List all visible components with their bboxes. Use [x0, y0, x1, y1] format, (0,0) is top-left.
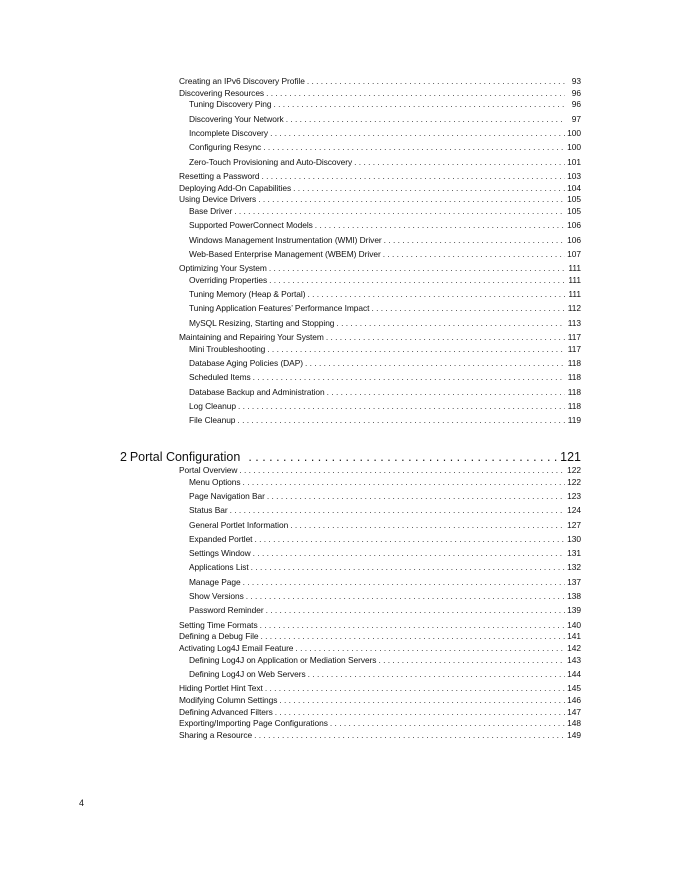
toc-entry-label: Password Reminder [189, 605, 264, 616]
toc-subentry[interactable] [179, 534, 581, 548]
toc-entry-label: Deploying Add-On Capabilities [179, 182, 292, 193]
toc-subentry[interactable] [179, 477, 581, 491]
leader-dots [384, 235, 565, 245]
leader-dots [286, 114, 565, 124]
toc-entry-page: 112 [567, 303, 581, 314]
toc-subentry[interactable] [179, 249, 581, 263]
toc-entry-label: Activating Log4J Email Feature [179, 643, 294, 654]
toc-subentry[interactable] [179, 344, 581, 358]
leader-dots [243, 577, 565, 587]
leader-dots [239, 465, 565, 475]
toc-entry-label: Modifying Column Settings [179, 695, 278, 705]
leader-dots [246, 591, 565, 601]
toc-entry[interactable] [179, 718, 581, 730]
toc-entry[interactable] [179, 643, 581, 655]
toc-entry[interactable] [179, 730, 581, 742]
toc-entry-page: 113 [567, 317, 581, 328]
toc-entry-page: 106 [567, 220, 581, 231]
leader-dots [290, 520, 565, 530]
toc-subentry[interactable] [179, 520, 581, 534]
leader-dots [371, 303, 565, 313]
toc-subentry[interactable] [179, 401, 581, 415]
toc-entry-label: Show Versions [189, 591, 244, 602]
toc-entry-page: 139 [567, 605, 581, 616]
toc-entry-label: Hiding Portlet Hint Text [179, 683, 263, 694]
toc-entry-label: Database Aging Policies (DAP) [189, 357, 303, 368]
toc-subentry[interactable] [179, 655, 581, 669]
toc-entry-page: 119 [567, 415, 581, 426]
toc-entry[interactable] [179, 194, 581, 206]
toc-entry-page: 148 [567, 718, 581, 729]
leader-dots [253, 372, 565, 382]
toc-entry-page: 137 [567, 576, 581, 587]
toc-entry-page: 100 [567, 142, 581, 153]
leader-dots [258, 194, 565, 204]
leader-dots [260, 620, 565, 630]
toc-entry-page: 149 [567, 730, 581, 741]
toc-subentry[interactable] [179, 206, 581, 220]
toc-entry-page: 104 [567, 182, 581, 193]
leader-dots [308, 669, 565, 679]
toc-entry-page: 105 [567, 194, 581, 205]
toc-entry-label: Optimizing Your System [179, 263, 267, 274]
leader-dots [269, 275, 565, 285]
leader-dots [293, 183, 565, 193]
toc-subentry[interactable] [179, 358, 581, 372]
leader-dots [230, 505, 565, 515]
toc-subentry[interactable] [179, 415, 581, 429]
toc-subentry[interactable] [179, 372, 581, 386]
leader-dots [266, 88, 565, 98]
leader-dots [266, 605, 565, 615]
toc-entry-page: 146 [567, 695, 581, 705]
toc-entry-page: 138 [567, 591, 581, 602]
leader-dots [326, 332, 565, 342]
toc-entry-label: Exporting/Importing Page Configurations [179, 718, 328, 729]
leader-dots [273, 99, 565, 109]
toc-entry-page: 145 [567, 683, 581, 694]
toc-entry-page: 96 [571, 87, 581, 98]
toc-entry-page: 124 [567, 505, 581, 516]
toc-entry-page: 101 [567, 156, 581, 167]
toc-entry-label: Database Backup and Administration [189, 386, 325, 397]
toc-entry-label: Creating an IPv6 Discovery Profile [179, 76, 305, 86]
toc-entry-page: 127 [567, 519, 581, 530]
toc-entry-label: Setting Time Formats [179, 619, 258, 630]
toc-entry[interactable] [179, 707, 581, 719]
toc-entry-page: 122 [567, 465, 581, 475]
toc-entry-label: Log Cleanup [189, 400, 236, 411]
toc-entry-page: 147 [567, 706, 581, 717]
toc-entry-label: Page Navigation Bar [189, 490, 265, 501]
leader-dots [295, 643, 565, 653]
toc-entry-label: Tuning Discovery Ping [189, 99, 272, 110]
toc-entry-label: MySQL Resizing, Starting and Stopping [189, 317, 335, 328]
toc-entry-page: 103 [567, 170, 581, 181]
toc-entry-page: 100 [567, 127, 581, 138]
toc-section-top [179, 76, 581, 429]
toc-entry-label: Defining Advanced Filters [179, 706, 273, 717]
toc-entry[interactable] [179, 620, 581, 632]
page-number: 4 [79, 798, 85, 808]
toc-entry-page: 111 [568, 289, 581, 300]
toc-entry-page: 105 [567, 205, 581, 216]
toc-subentry[interactable] [179, 591, 581, 605]
leader-dots [305, 358, 565, 368]
toc-entry-page: 118 [567, 357, 581, 368]
toc-entry-page: 111 [568, 274, 581, 285]
toc-entry-label: Configuring Resync [189, 142, 262, 153]
toc-entry-label: Scheduled Items [189, 372, 251, 383]
leader-dots [263, 142, 565, 152]
toc-entry-page: 96 [571, 99, 581, 110]
leader-dots [269, 263, 565, 273]
toc-subentry[interactable] [179, 114, 581, 128]
toc-subentry[interactable] [179, 548, 581, 562]
toc-entry-page: 118 [567, 372, 581, 383]
toc-entry-label: Applications List [189, 562, 249, 573]
toc-subentry[interactable] [179, 142, 581, 156]
leader-dots [336, 318, 565, 328]
toc-entry-page: 142 [567, 643, 581, 654]
toc-entry[interactable] [179, 76, 581, 88]
leader-dots [254, 730, 565, 740]
toc-entry-label: Zero-Touch Provisioning and Auto-Discovery [189, 156, 353, 167]
toc-entry[interactable] [179, 263, 581, 275]
toc-subentry[interactable] [179, 289, 581, 303]
toc-subentry[interactable] [179, 605, 581, 619]
toc-entry-label: Manage Page [189, 576, 241, 587]
toc-subentry[interactable] [179, 669, 581, 683]
toc-entry-label: Base Driver [189, 205, 233, 216]
leader-dots [261, 171, 565, 181]
toc-subentry[interactable] [179, 157, 581, 171]
toc-subentry[interactable] [179, 577, 581, 591]
toc-entry[interactable] [179, 465, 581, 477]
leader-dots [267, 491, 565, 501]
toc-entry-label: Defining a Debug File [179, 631, 259, 642]
leader-dots [254, 534, 565, 544]
leader-dots [378, 655, 565, 665]
toc-entry-label: Incomplete Discovery [189, 127, 269, 138]
toc-subentry[interactable] [179, 318, 581, 332]
leader-dots [327, 387, 565, 397]
toc-entry-label: Settings Window [189, 548, 251, 559]
toc-entry-label: Portal Overview [179, 465, 238, 475]
toc-entry[interactable] [179, 695, 581, 707]
toc-entry-page: 123 [567, 490, 581, 501]
toc-entry-label: Tuning Application Features’ Performance Impact [189, 303, 370, 314]
chapter-page: 121 [560, 450, 581, 464]
toc-entry-label: Overriding Properties [189, 274, 268, 285]
leader-dots [248, 450, 557, 464]
leader-dots [267, 344, 565, 354]
toc-entry-page: 131 [567, 548, 581, 559]
toc-entry-label: Windows Management Instrumentation (WMI) Driver [189, 234, 382, 245]
leader-dots [265, 683, 565, 693]
chapter-title: Portal Configuration [129, 450, 241, 464]
leader-dots [354, 157, 565, 167]
toc-entry-label: Defining Log4J on Web Servers [189, 669, 306, 680]
toc-entry-page: 118 [567, 386, 581, 397]
toc-entry-page: 111 [568, 263, 581, 274]
toc-subentry[interactable] [179, 303, 581, 317]
leader-dots [383, 249, 565, 259]
toc-entry-page: 117 [567, 343, 581, 354]
toc-subentry[interactable] [179, 99, 581, 113]
leader-dots [330, 718, 565, 728]
chapter-heading[interactable] [120, 450, 581, 464]
toc-entry-label: Maintaining and Repairing Your System [179, 331, 324, 342]
toc-entry-label: Resetting a Password [179, 170, 260, 181]
toc-entry-page: 143 [567, 654, 581, 665]
toc-entry-label: Menu Options [189, 476, 241, 487]
toc-entry[interactable] [179, 332, 581, 344]
leader-dots [315, 220, 565, 230]
toc-entry-page: 97 [571, 113, 581, 124]
toc-subentry[interactable] [179, 220, 581, 234]
toc-entry-label: Discovering Resources [179, 87, 265, 98]
toc-entry-label: Supported PowerConnect Models [189, 220, 313, 231]
leader-dots [238, 401, 565, 411]
leader-dots [270, 128, 565, 138]
toc-entry-page: 141 [567, 631, 581, 642]
toc-subentry[interactable] [179, 275, 581, 289]
toc-entry-label: Discovering Your Network [189, 113, 284, 124]
toc-entry-label: Defining Log4J on Application or Mediation Servers [189, 654, 377, 665]
leader-dots [275, 707, 565, 717]
toc-entry-label: Expanded Portlet [189, 533, 253, 544]
toc-subentry[interactable] [179, 387, 581, 401]
toc-subentry[interactable] [179, 562, 581, 576]
toc-subentry[interactable] [179, 491, 581, 505]
toc-entry-page: 106 [567, 234, 581, 245]
leader-dots [253, 548, 565, 558]
toc-entry[interactable] [179, 171, 581, 183]
toc-entry-page: 107 [567, 248, 581, 259]
toc-entry-page: 117 [567, 331, 581, 342]
toc-entry-label: File Cleanup [189, 415, 236, 426]
toc-entry-label: Web-Based Enterprise Management (WBEM) Driver [189, 248, 381, 259]
toc-section-bottom [179, 465, 581, 742]
toc-entry[interactable] [179, 683, 581, 695]
leader-dots [307, 76, 565, 86]
leader-dots [261, 631, 566, 641]
toc-entry-page: 132 [567, 562, 581, 573]
toc-entry[interactable] [179, 88, 581, 100]
chapter-number: 2 [120, 450, 127, 464]
toc-entry-label: Status Bar [189, 505, 228, 516]
leader-dots [237, 415, 565, 425]
toc-entry-page: 140 [567, 619, 581, 630]
leader-dots [251, 562, 565, 572]
toc-entry-label: Tuning Memory (Heap & Portal) [189, 289, 306, 300]
leader-dots [243, 477, 565, 487]
leader-dots [307, 289, 565, 299]
toc-subentry[interactable] [179, 235, 581, 249]
toc-subentry[interactable] [179, 128, 581, 142]
toc-entry[interactable] [179, 631, 581, 643]
toc-entry-page: 118 [567, 400, 581, 411]
toc-entry-label: General Portlet Information [189, 519, 289, 530]
toc-entry-page: 144 [567, 669, 581, 680]
toc-subentry[interactable] [179, 505, 581, 519]
toc-entry-page: 122 [567, 476, 581, 487]
toc-entry-label: Using Device Drivers [179, 194, 257, 205]
toc-entry-label: Sharing a Resource [179, 730, 253, 741]
leader-dots [234, 206, 565, 216]
toc-entry-label: Mini Troubleshooting [189, 343, 266, 354]
toc-entry-page: 130 [567, 533, 581, 544]
toc-entry-page: 93 [571, 76, 581, 86]
leader-dots [279, 695, 565, 705]
toc-entry[interactable] [179, 183, 581, 195]
